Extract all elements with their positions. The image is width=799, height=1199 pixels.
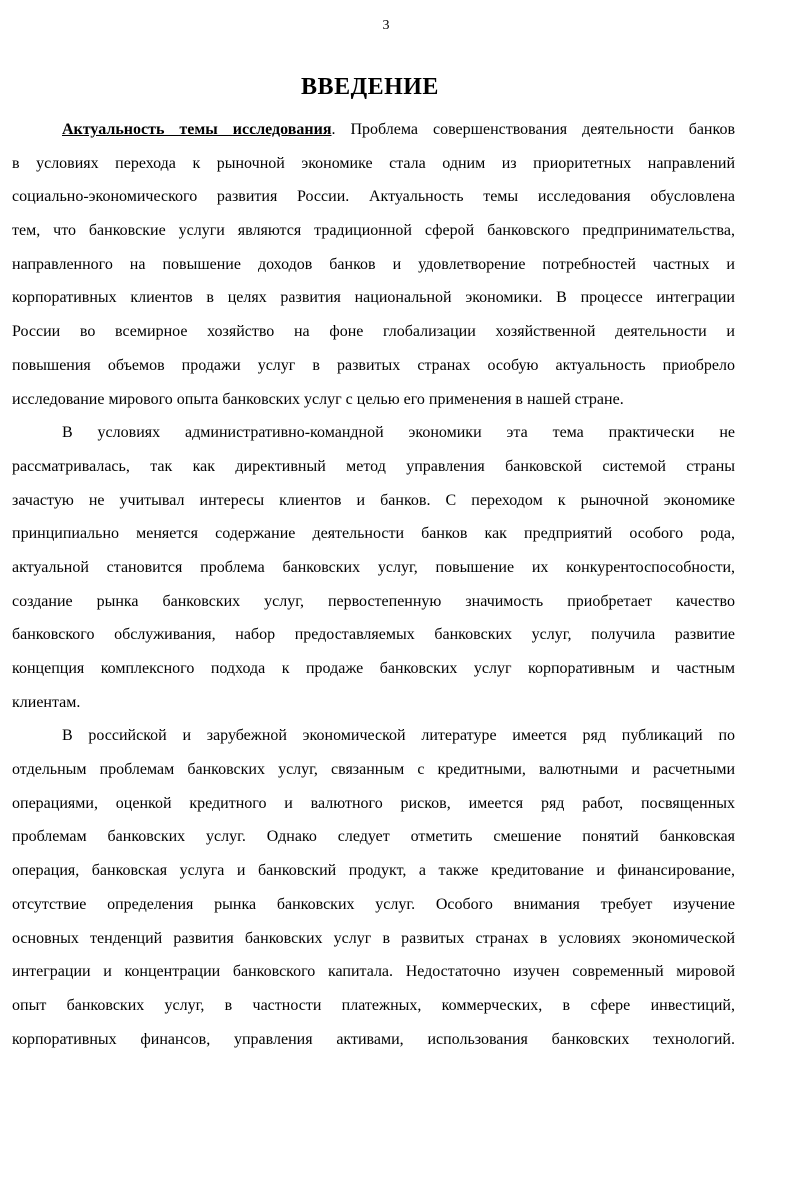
- text-line: отдельным проблемам банковских услуг, связанным с кредитными, валютными и расчетными: [12, 761, 735, 779]
- text-line: отсутствие определения рынка банковских услуг. Особого внимания требует изучение: [12, 895, 735, 913]
- text-line: операция, банковская услуга и банковский продукт, а также кредитование и финансирование,: [12, 862, 735, 880]
- page-number: 3: [382, 18, 390, 33]
- body-text: [12, 113, 735, 1056]
- text-line: В условиях административно-командной экономики эта тема практически не: [62, 424, 735, 442]
- text-line: принципиально меняется содержание деятельности банков как предприятий особого рода,: [12, 525, 735, 543]
- text-line: актуальной становится проблема банковских услуг, повышение их конкурентоспособности,: [12, 558, 735, 576]
- text-line: операциями, оценкой кредитного и валютного рисков, имеется ряд работ, посвященных: [12, 794, 735, 812]
- text-line: клиентам.: [12, 693, 81, 711]
- section-title: ВВЕДЕНИЕ: [301, 74, 439, 100]
- text-line: в условиях перехода к рыночной экономике стала одним из приоритетных направлений: [12, 154, 735, 172]
- text-line: корпоративных клиентов в целях развития национальной экономики. В процессе интеграции: [12, 289, 735, 307]
- text-line: тем, что банковские услуги являются традиционной сферой банковского предпринимательства,: [12, 222, 735, 240]
- text-line-rest: . Проблема совершенствования деятельности банков: [331, 121, 736, 138]
- text-line: рассматривалась, так как директивный метод управления банковской системой страны: [12, 457, 735, 475]
- text-line: социально-экономического развития России. Актуальность темы исследования обусловлена: [12, 188, 735, 206]
- text-line: корпоративных финансов, управления активами, использования банковских технологий.: [12, 1030, 735, 1048]
- paragraph: [12, 113, 735, 416]
- text-line: повышения объемов продажи услуг в развитых странах особую актуальность приобрело: [12, 356, 735, 374]
- text-line: концепция комплексного подхода к продаже банковских услуг корпоративным и частным: [12, 660, 735, 677]
- text-line: России во всемирное хозяйство на фоне глобализации хозяйственной деятельности и: [12, 323, 735, 341]
- paragraph: [12, 719, 735, 1056]
- text-line: направленного на повышение доходов банков и удовлетворение потребностей частных и: [12, 255, 735, 273]
- text-line: проблемам банковских услуг. Однако следует отметить смешение понятий банковская: [12, 828, 735, 846]
- text-line: зачастую не учитывал интересы клиентов и банков. С переходом к рыночной экономике: [12, 491, 735, 509]
- paragraph: [12, 416, 735, 719]
- text-line: В российской и зарубежной экономической литературе имеется ряд публикаций по: [62, 727, 735, 745]
- lead-heading: Актуальность темы исследования: [62, 121, 332, 138]
- text-line: исследование мирового опыта банковских услуг с целью его применения в нашей стране.: [12, 390, 624, 408]
- text-line: банковского обслуживания, набор предоставляемых банковских услуг, получила развитие: [12, 626, 735, 644]
- text-line: основных тенденций развития банковских услуг в развитых странах в условиях экономической: [12, 929, 735, 947]
- text-line: создание рынка банковских услуг, первостепенную значимость приобретает качество: [12, 592, 735, 610]
- text-line: интеграции и концентрации банковского капитала. Недостаточно изучен современный мировой: [12, 963, 735, 981]
- text-line: опыт банковских услуг, в частности платежных, коммерческих, в сфере инвестиций,: [12, 996, 735, 1014]
- text-line: [12, 113, 735, 147]
